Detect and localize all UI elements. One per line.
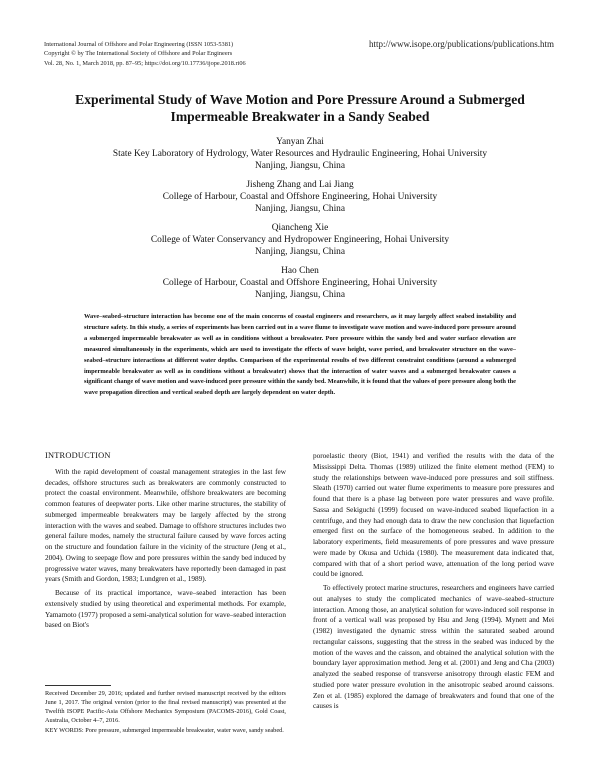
- author-location: Nanjing, Jiangsu, China: [254, 161, 346, 172]
- section-heading: INTRODUCTION: [45, 451, 111, 460]
- footnote: [45, 689, 286, 735]
- author-location: Nanjing, Jiangsu, China: [254, 204, 346, 215]
- right-column: [313, 451, 554, 712]
- footnote-divider: [45, 685, 111, 686]
- author-location: Nanjing, Jiangsu, China: [254, 290, 346, 301]
- left-column: [45, 451, 286, 631]
- author-name: Hao Chen: [281, 266, 319, 276]
- author-affiliation: College of Harbour, Coastal and Offshore Engineering, Hohai University: [162, 192, 438, 203]
- keywords-note: KEY WORDS: Pore pressure, submerged impermeable breakwater, water wave, sandy seabed.: [45, 727, 284, 735]
- author-name: Qiancheng Xie: [271, 223, 329, 233]
- body-paragraph: poroelastic theory (Biot, 1941) and verified the results with the data of the Mississippi Delta. Thomas (1989) utilized the finite element method (FEM) to study the relationships between wave-induced pore pressures and soil stiffness. Sleath (1970) carried out water flume experiments to measure pore pressures and found that there is a phase lag between pore water pressures and wave profile. Sassa and Sekiguchi (1999) focused on wave-induced seabed liquefaction in a centrifuge, and they had enough data to draw the new conclusion that liquefaction emerged first on the surface of the homogeneous seabed. In addition to the laboratory experiments, field measurements of pore pressures and wave pressure were made by Okusa and Uchida (1980). The measurement data indicated that, compared with that of a short period wave, attenuation of the long period wave could be ignored.: [313, 452, 554, 579]
- abstract: Wave–seabed–structure interaction has become one of the main concerns of coastal engineers and researchers, as it may largely affect seabed instability and structure safety. In this study, a series of experiments has been carried out in a wave flume to investigate wave motion and wave-induced pore pressure around a submerged impermeable breakwater as well as in conditions without a breakwater. Pore pressure within the sandy bed and water surface elevation are measured simultaneously in the experiments, which are used to investigate the effects of wave height, wave period, and breakwater structure on the wave–seabed–structure interactions at different water depths. Comparison of the experimental results of two different constraint conditions (around a submerged impermeable breakwater as well as in conditions without a breakwater) shows that the interaction of water waves and a submerged breakwater causes a significant change of wave motion and wave-induced pore pressure within the sandy bed. Meanwhile, it is found that the values of pore pressure along both the wave propagation direction and vertical seabed depth are largely dependent on water depth.: [84, 313, 516, 397]
- copyright-line: Copyright © by The International Society of Offshore and Polar Engineers: [44, 50, 233, 58]
- author-affiliation: College of Harbour, Coastal and Offshore Engineering, Hohai University: [162, 278, 438, 289]
- journal-line: International Journal of Offshore and Polar Engineering (ISSN 1053-5381): [44, 41, 234, 48]
- author-list: [40, 136, 560, 308]
- author-block: [40, 179, 560, 216]
- author-name: Jisheng Zhang and Lai Jiang: [246, 180, 354, 190]
- author-block: [40, 136, 560, 173]
- body-paragraph: Because of its practical importance, wave–seabed interaction has been extensively studied by using theoretical and experimental methods. For example, Yamamoto (1977) proposed a semi-analytical solution for wave–seabed interaction based on Biot's: [45, 589, 286, 630]
- volume-line: Vol. 28, No. 1, March 2018, pp. 87–95; https://doi.org/10.17736/ijope.2018.ri06: [44, 59, 246, 67]
- author-affiliation: State Key Laboratory of Hydrology, Water Resources and Hydraulic Engineering, Hohai University: [112, 149, 488, 160]
- author-block: [40, 222, 560, 259]
- publications-url[interactable]: http://www.isope.org/publications/publications.htm: [369, 39, 554, 49]
- author-location: Nanjing, Jiangsu, China: [254, 247, 346, 258]
- received-note: Received December 29, 2016; updated and further revised manuscript received by the editors June 1, 2017. The original version (prior to the final revised manuscript) was presented at the Twelfth ISOPE Pacific-Asia Offshore Mechanics Symposium (PACOMS-2016), Gold Coast, Australia, October 4–7, 2016.: [45, 690, 286, 725]
- author-affiliation: College of Water Conservancy and Hydropower Engineering, Hohai University: [150, 235, 450, 246]
- author-block: [40, 265, 560, 302]
- journal-info: [44, 40, 344, 68]
- paper-title: Experimental Study of Wave Motion and Pore Pressure Around a Submerged Impermeable Breakwater in a Sandy Seabed: [75, 92, 525, 124]
- author-name: Yanyan Zhai: [276, 137, 324, 147]
- body-paragraph: To effectively protect marine structures, researchers and engineers have carried out analyses to study the complicated mechanics of wave–seabed–structure interaction. Among those, an analytical solution for wave-induced soil response in front of a vertical wall was proposed by Hsu and Jeng (1994). Mynett and Mei (1982) investigated the dynamic stress within the saturated seabed around rectangular caissons, suggesting that the stress in the seabed was induced by the motion of the waves and the caisson, and obtained the analytical solution with the boundary layer approximation method. Jeng et al. (2001) and Jeng and Cha (2003) analyzed the seabed response of transverse anisotropy through elastic FEM and studied pore water pressure evolution in the anisotropic seabed around caissons. Zen et al. (1985) explored the damage of breakwaters and found that one of the causes is: [313, 584, 554, 711]
- body-paragraph: With the rapid development of coastal management strategies in the last few decades, offshore structures such as breakwaters are commonly constructed to protect the coastal environment. Meanwhile, offshore breakwaters are becoming common features of deepwater ports. Like other marine structures, the stability of submerged impermeable breakwaters may be largely affected by the strong interaction with the waves and seabed. Damage to offshore structures includes two general failure modes, namely the structural failure caused by wave forces acting on the structure and foundation failure in the vicinity of the structure (Jeng et al., 2004). Owing to seepage flow and pore pressures within the sandy bed induced by progressive water waves, many breakwaters have reportedly been damaged in past years (Smith and Gordon, 1983; Lundgren et al., 1989).: [45, 467, 286, 584]
